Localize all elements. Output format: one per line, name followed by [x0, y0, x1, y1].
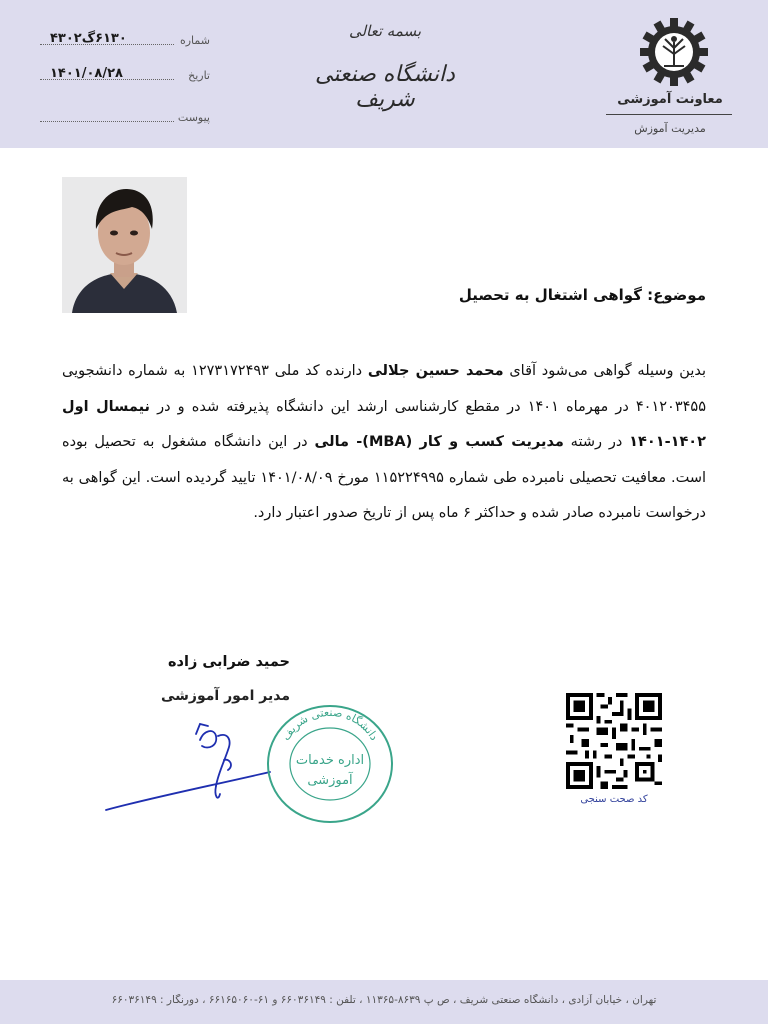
body-text-1: بدین وسیله گواهی می‌شود آقای — [503, 363, 706, 379]
department-divider — [606, 114, 732, 115]
letter-subject: موضوع: گواهی اشتغال به تحصیل — [458, 286, 706, 304]
letter-attachment-label: پیوست — [177, 111, 210, 124]
footer-band — [0, 980, 768, 1024]
letter-number-field — [40, 32, 210, 52]
letter-number-value: ۶۱۳۰گ۴۳۰۲ — [50, 31, 127, 46]
certificate-body — [62, 354, 706, 532]
student-portrait-photo — [62, 177, 187, 313]
signatory-name: حمید ضرابی زاده — [168, 654, 290, 670]
qr-verification-label: کد صحت سنجی — [580, 794, 648, 805]
letter-date-value: ۱۴۰۱/۰۸/۲۸ — [50, 66, 123, 81]
body-text-2: دارنده کد ملی ۱۲۷۳۱۷۲۴۹۳ به شماره دانشجویی ۴۰۱۲۰۳۴۵۵ در مهرماه ۱۴۰۱ در مقطع کارشناسی ارشد این دانشگاه پذیرفته شده و در — [62, 363, 706, 415]
letter-attachment-dots — [40, 121, 174, 122]
letter-number-label: شماره — [179, 34, 210, 47]
stamp-outer-text: دانشگاه صنعتی شریف — [279, 705, 381, 743]
university-name-calligraphy: دانشگاه صنعتی شریف — [315, 62, 455, 112]
sub-department-title: مدیریت آموزش — [634, 122, 706, 135]
student-name: محمد حسین جلالی — [367, 363, 504, 379]
letterhead-band — [0, 0, 768, 148]
sharif-university-gear-logo-icon — [640, 18, 708, 86]
letter-date-label: تاریخ — [188, 69, 210, 82]
field-of-study: مدیریت کسب و کار (MBA)- مالی — [314, 434, 564, 450]
verification-qr-code-icon — [566, 693, 662, 789]
portrait-icon — [62, 177, 187, 313]
body-text-4: در این دانشگاه مشغول به تحصیل بوده است. معافیت تحصیلی نامبرده طی شماره ۱۱۵۲۲۴۹۹۵ مورخ ۱۴۰۱/۰۸/۰۹ تایید گردیده است. این گواهی به درخواست نامبرده صادر شده و حداکثر ۶ ماه پس از تاریخ صدور اعتبار دارد. — [62, 434, 707, 521]
letter-attachment-field — [40, 109, 210, 129]
department-title: معاونت آموزشی — [617, 92, 723, 107]
stamp-inner-line1: اداره خدمات — [295, 753, 365, 768]
bismillah-heading: بسمه تعالی — [348, 22, 422, 40]
signatory-title: مدیر امور آموزشی — [160, 688, 290, 704]
official-stamp-icon — [262, 698, 398, 826]
footer-address: تهران ، خیابان آزادی ، دانشگاه صنعتی شریف ، ص پ ۸۶۳۹-۱۱۳۶۵ ، تلفن : ۶۶۰۳۶۱۴۹ و ۶۱-۶۶۱۶۵۰۶۰ ، دورنگار : ۶۶۰۳۶۱۴۹ — [111, 994, 657, 1006]
semester: نیمسال اول ۱۴۰۲-۱۴۰۱ — [62, 398, 706, 450]
stamp-inner-line2: آموزشی — [307, 773, 353, 788]
svg-text:دانشگاه صنعتی شریف — [279, 706, 381, 743]
body-text-3: در رشته — [563, 434, 630, 450]
letter-date-field — [40, 67, 210, 87]
